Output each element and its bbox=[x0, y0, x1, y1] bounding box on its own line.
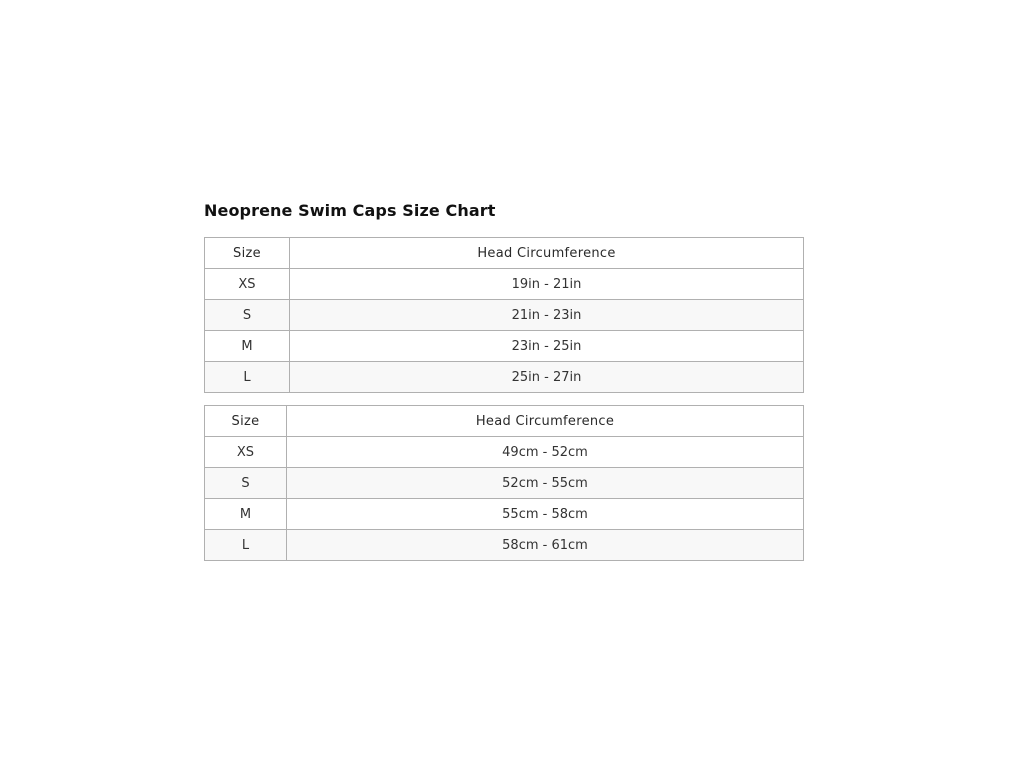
size-cell: L bbox=[205, 530, 287, 561]
size-table-inches bbox=[204, 237, 804, 393]
circumference-cell: 49cm - 52cm bbox=[287, 437, 804, 468]
table-header-row bbox=[205, 238, 804, 269]
circumference-cell: 25in - 27in bbox=[290, 362, 804, 393]
circumference-cell: 52cm - 55cm bbox=[287, 468, 804, 499]
size-cell: XS bbox=[205, 269, 290, 300]
table-row bbox=[205, 269, 804, 300]
size-cell: L bbox=[205, 362, 290, 393]
circumference-cell: 23in - 25in bbox=[290, 331, 804, 362]
table-row bbox=[205, 300, 804, 331]
table-row bbox=[205, 499, 804, 530]
circumference-cell: 58cm - 61cm bbox=[287, 530, 804, 561]
size-cell: XS bbox=[205, 437, 287, 468]
size-chart-section bbox=[204, 199, 804, 561]
size-cell: M bbox=[205, 499, 287, 530]
circumference-cell: 21in - 23in bbox=[290, 300, 804, 331]
table-row bbox=[205, 530, 804, 561]
table-row bbox=[205, 362, 804, 393]
table-row bbox=[205, 331, 804, 362]
column-header-size: Size bbox=[205, 406, 287, 437]
circumference-cell: 55cm - 58cm bbox=[287, 499, 804, 530]
size-cell: M bbox=[205, 331, 290, 362]
chart-title: Neoprene Swim Caps Size Chart bbox=[204, 201, 496, 220]
table-row bbox=[205, 437, 804, 468]
size-table-cm bbox=[204, 405, 804, 561]
table-row bbox=[205, 468, 804, 499]
column-header-head-circumference: Head Circumference bbox=[290, 238, 804, 269]
column-header-head-circumference: Head Circumference bbox=[287, 406, 804, 437]
column-header-size: Size bbox=[205, 238, 290, 269]
circumference-cell: 19in - 21in bbox=[290, 269, 804, 300]
size-cell: S bbox=[205, 300, 290, 331]
size-cell: S bbox=[205, 468, 287, 499]
table-header-row bbox=[205, 406, 804, 437]
